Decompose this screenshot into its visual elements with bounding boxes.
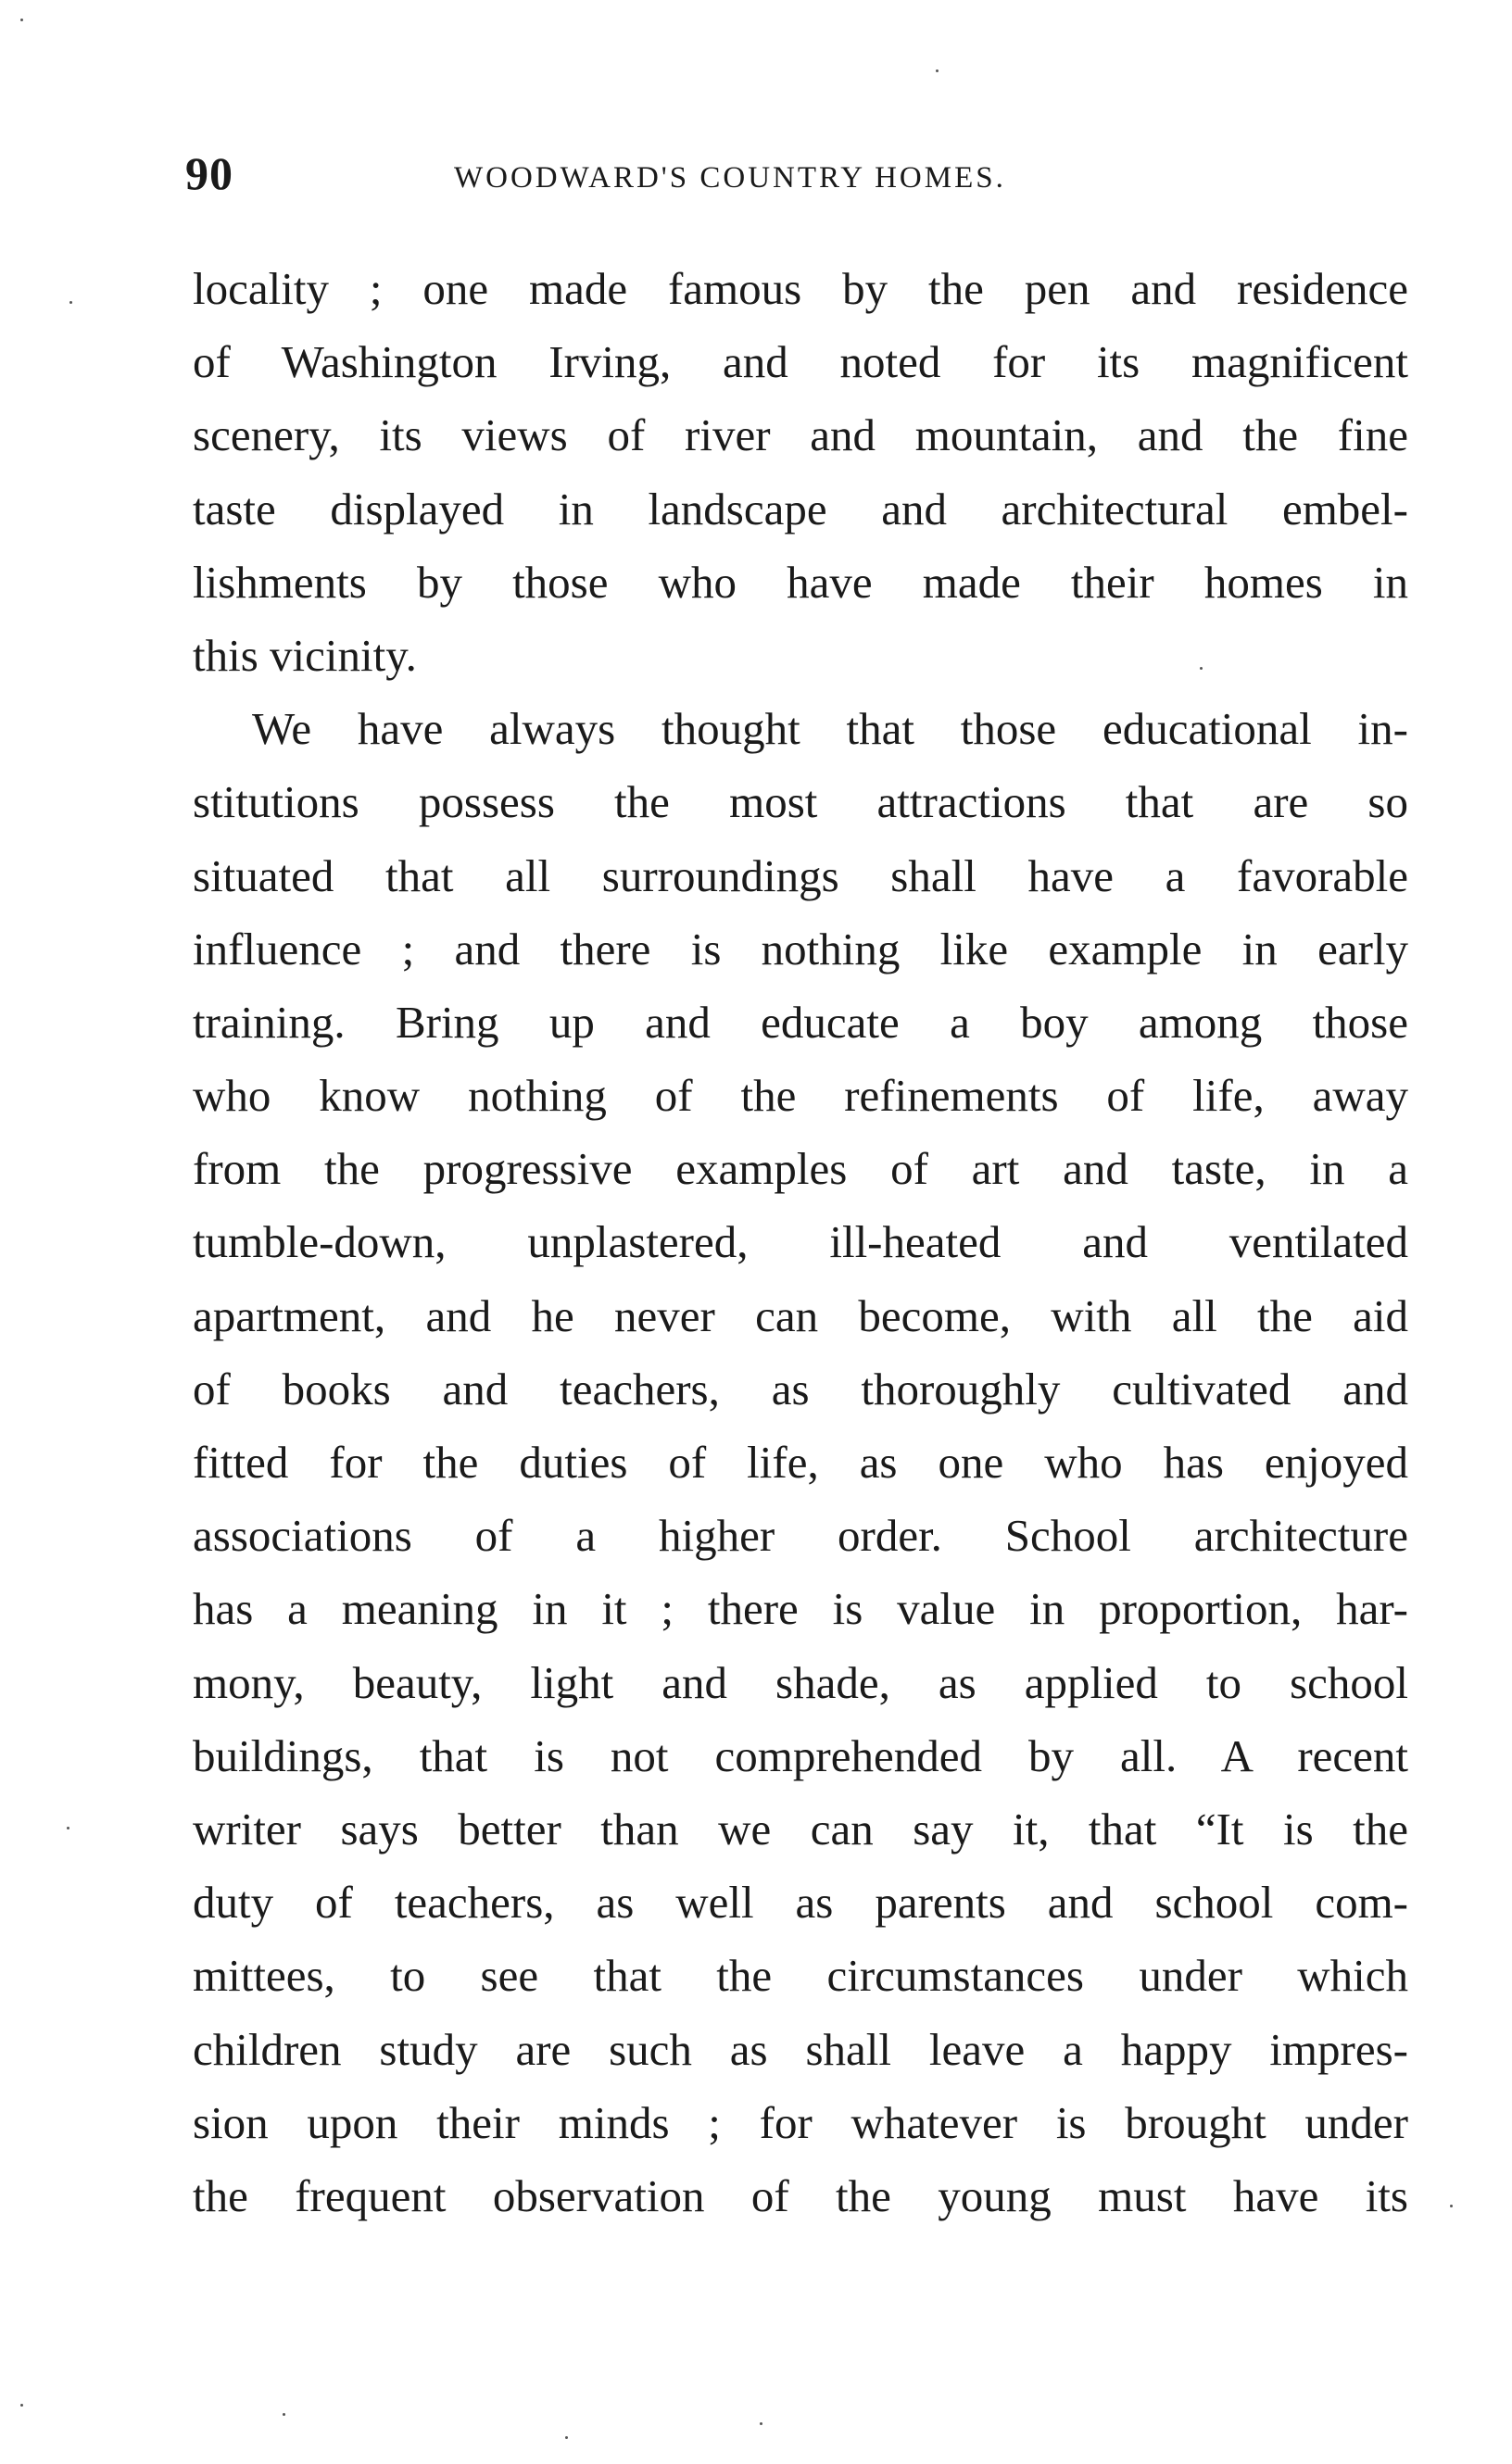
text-line: lishments by those who have made their homes in [193, 556, 1408, 608]
text-line: who know nothing of the refinements of life, away [193, 1070, 1408, 1122]
text-line: writer says better than we can say it, that “It is the [193, 1803, 1408, 1854]
text-line: has a meaning in it ; there is value in proportion, har- [193, 1583, 1408, 1635]
text-line: of books and teachers, as thoroughly cultivated and [193, 1363, 1408, 1414]
running-head: WOODWARD'S COUNTRY HOMES. [454, 161, 1006, 195]
text-line: the frequent observation of the young must have its [193, 2169, 1408, 2221]
paragraph-2 [193, 692, 1408, 2232]
scan-speck [1200, 667, 1203, 670]
text-line: mony, beauty, light and shade, as applied to school [193, 1656, 1408, 1708]
text-line: from the progressive examples of art and taste, in a [193, 1143, 1408, 1195]
text-line: children study are such as shall leave a happy impres- [193, 2023, 1408, 2075]
scan-speck [760, 2422, 762, 2425]
text-line: fitted for the duties of life, as one who has enjoyed [193, 1437, 1408, 1488]
text-line: We have always thought that those educational in- [252, 703, 1408, 755]
text-line: buildings, that is not comprehended by all. A recent [193, 1729, 1408, 1781]
body-text [193, 252, 1408, 2232]
scan-speck [1450, 2205, 1453, 2207]
page-header [185, 146, 1418, 211]
text-line: associations of a higher order. School architecture [193, 1510, 1408, 1562]
text-line: stitutions possess the most attractions that are so [193, 776, 1408, 828]
text-line: tumble-down, unplastered, ill-heated and ventilated [193, 1216, 1408, 1268]
text-line: influence ; and there is nothing like example in early [193, 923, 1408, 974]
text-line: sion upon their minds ; for whatever is brought under [193, 2096, 1408, 2148]
scan-speck [565, 2436, 568, 2439]
scan-speck [67, 1827, 69, 1829]
scan-speck [69, 301, 72, 304]
text-line: locality ; one made famous by the pen and residence [193, 263, 1408, 314]
scan-speck [20, 2404, 23, 2407]
text-line: situated that all surroundings shall have a favorable [193, 849, 1408, 901]
text-line: apartment, and he never can become, with all the aid [193, 1289, 1408, 1341]
paragraph-1 [193, 252, 1408, 692]
scan-speck [283, 2413, 285, 2416]
text-line: duty of teachers, as well as parents and school com- [193, 1877, 1408, 1929]
scan-speck [20, 19, 23, 21]
text-line: training. Bring up and educate a boy among those [193, 996, 1408, 1048]
text-line: of Washington Irving, and noted for its magnificent [193, 336, 1408, 388]
text-line: scenery, its views of river and mountain, and the fine [193, 409, 1408, 461]
page-number: 90 [185, 147, 233, 199]
text-line: taste displayed in landscape and architectural embel- [193, 483, 1408, 534]
text-line: this vicinity. [193, 629, 417, 681]
scan-speck [936, 69, 939, 72]
text-line: mittees, to see that the circumstances under which [193, 1950, 1408, 2002]
